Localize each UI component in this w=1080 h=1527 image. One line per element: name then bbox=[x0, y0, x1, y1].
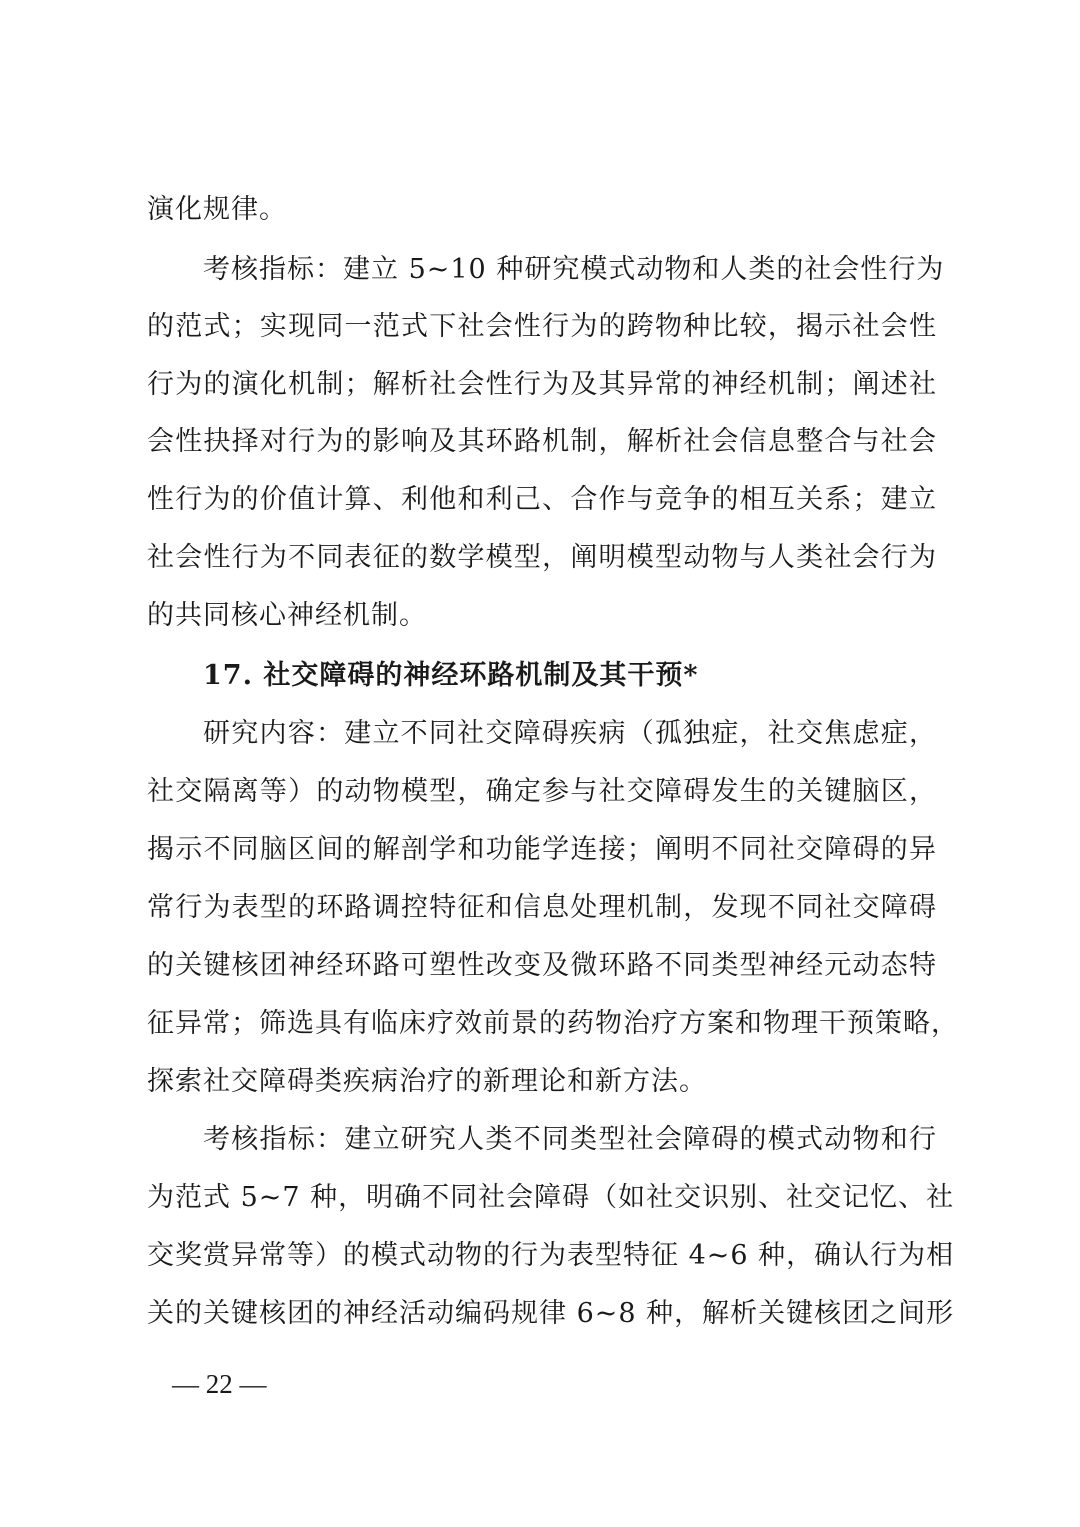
text-line: 考核指标：建立 5~10 种研究模式动物和人类的社会性行为 bbox=[203, 254, 945, 285]
text-line: 为范式 5~7 种，明确不同社会障碍（如社交识别、社交记忆、社 bbox=[147, 1182, 955, 1213]
text-line: 关的关键核团的神经活动编码规律 6~8 种，解析关键核团之间形 bbox=[147, 1298, 955, 1329]
page-number: — 22 — bbox=[172, 1369, 267, 1399]
text-line: 征异常；筛选具有临床疗效前景的药物治疗方案和物理干预策略， bbox=[147, 1008, 959, 1039]
text-line: 的关键核团神经环路可塑性改变及微环路不同类型神经元动态特 bbox=[147, 950, 937, 981]
text-line: 社会性行为不同表征的数学模型，阐明模型动物与人类社会行为 bbox=[147, 542, 937, 573]
section-heading: 17. 社交障碍的神经环路机制及其干预* bbox=[203, 660, 699, 691]
text-line: 探索社交障碍类疾病治疗的新理论和新方法。 bbox=[147, 1066, 707, 1097]
text-line: 考核指标：建立研究人类不同类型社会障碍的模式动物和行 bbox=[203, 1124, 937, 1155]
text-line: 会性抉择对行为的影响及其环路机制，解析社会信息整合与社会 bbox=[147, 426, 937, 457]
text-line: 的范式；实现同一范式下社会性行为的跨物种比较，揭示社会性 bbox=[147, 311, 937, 342]
text-line: 行为的演化机制；解析社会性行为及其异常的神经机制；阐述社 bbox=[147, 369, 937, 400]
text-line: 常行为表型的环路调控特征和信息处理机制，发现不同社交障碍 bbox=[147, 892, 937, 923]
text-line: 研究内容：建立不同社交障碍疾病（孤独症，社交焦虑症， bbox=[203, 718, 937, 749]
text-line: 的共同核心神经机制。 bbox=[147, 600, 427, 631]
text-line: 社交隔离等）的动物模型，确定参与社交障碍发生的关键脑区， bbox=[147, 776, 937, 807]
text-line: 演化规律。 bbox=[147, 194, 287, 225]
text-line: 交奖赏异常等）的模式动物的行为表型特征 4~6 种，确认行为相 bbox=[147, 1240, 955, 1271]
text-line: 揭示不同脑区间的解剖学和功能学连接；阐明不同社交障碍的异 bbox=[147, 834, 937, 865]
text-line: 性行为的价值计算、利他和利己、合作与竞争的相互关系；建立 bbox=[147, 484, 937, 515]
